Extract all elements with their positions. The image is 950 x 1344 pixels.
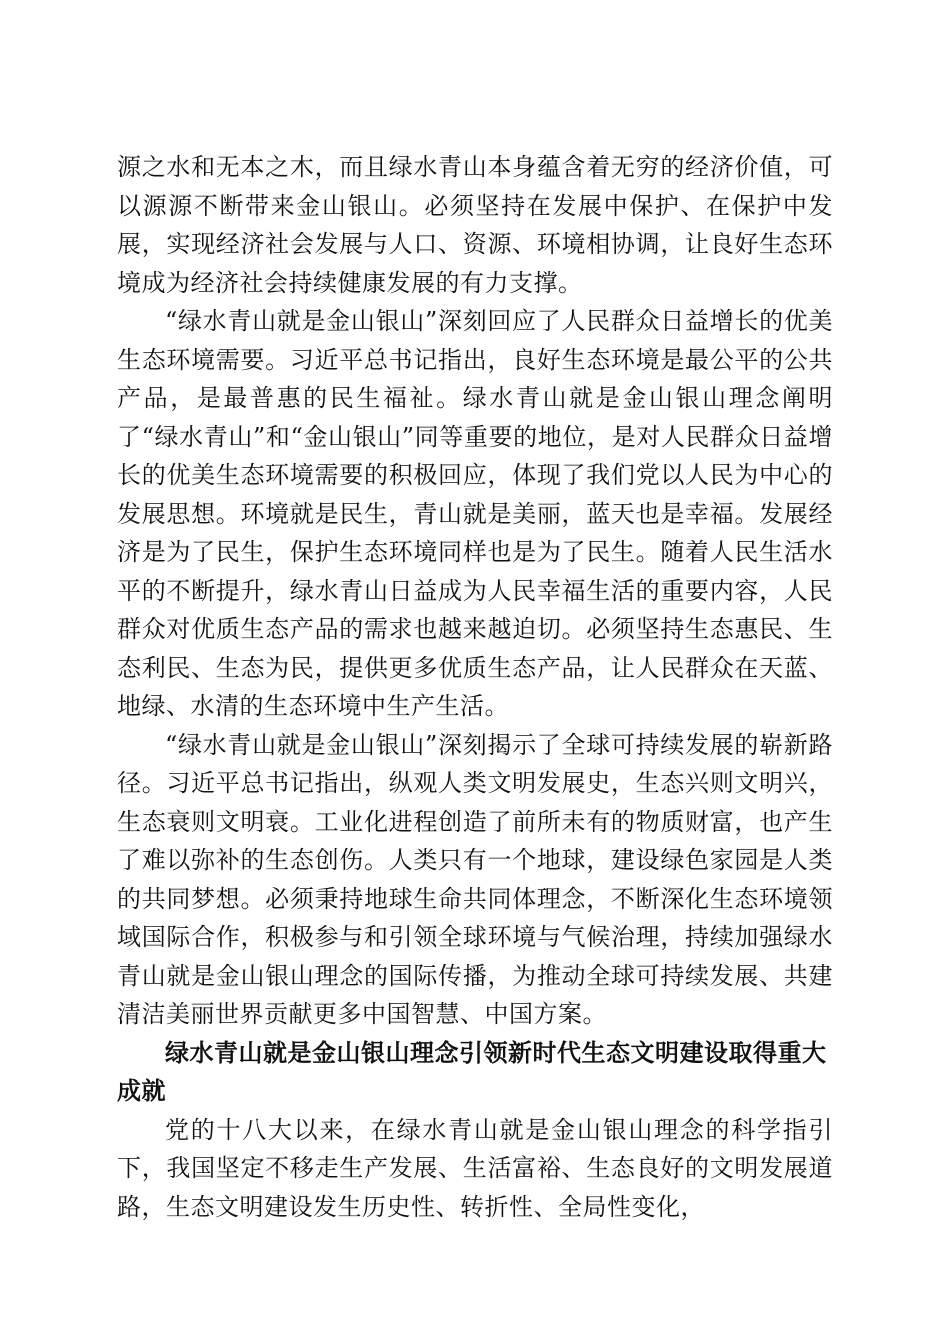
body-paragraph: 党的十八大以来，在绿水青山就是金山银山理念的科学指引下，我国坚定不移走生产发展、生活富裕、生态良好的文明发展道路，生态文明建设发生历史性、转折性、全局性变化，: [117, 1115, 833, 1221]
body-paragraph: “绿水青山就是金山银山”深刻揭示了全球可持续发展的崭新路径。习近平总书记指出，纵观人类文明发展史，生态兴则文明兴，生态衰则文明衰。工业化进程创造了前所未有的物质财富，也产生了难以弥补的生态创伤。人类只有一个地球，建设绿色家园是人类的共同梦想。必须秉持地球生命共同体理念，不断深化生态环境领域国际合作，积极参与和引领全球环境与气候治理，持续加强绿水青山就是金山银山理念的国际传播，为推动全球可持续发展、共建清洁美丽世界贡献更多中国智慧、中国方案。: [117, 730, 833, 1028]
section-heading: 绿水青山就是金山银山理念引领新时代生态文明建设取得重大成就: [117, 1038, 827, 1105]
body-paragraph: “绿水青山就是金山银山”深刻回应了人民群众日益增长的优美生态环境需要。习近平总书记指出，良好生态环境是最公平的公共产品，是最普惠的民生福祉。绿水青山就是金山银山理念阐明了“绿水青山”和“金山银山”同等重要的地位，是对人民群众日益增长的优美生态环境需要的积极回应，体现了我们党以人民为中心的发展思想。环境就是民生，青山就是美丽，蓝天也是幸福。发展经济是为了民生，保护生态环境同样也是为了民生。随着人民生活水平的不断提升，绿水青山日益成为人民幸福生活的重要内容，人民群众对优质生态产品的需求也越来越迫切。必须坚持生态惠民、生态利民、生态为民，提供更多优质生态产品，让人民群众在天蓝、地绿、水清的生态环境中生产生活。: [117, 307, 833, 720]
body-paragraph: 源之水和无本之木，而且绿水青山本身蕴含着无穷的经济价值，可以源源不断带来金山银山。必须坚持在发展中保护、在保护中发展，实现经济社会发展与人口、资源、环境相协调，让良好生态环境成为经济社会持续健康发展的有力支撑。: [117, 153, 833, 297]
document-page: [117, 148, 833, 1226]
